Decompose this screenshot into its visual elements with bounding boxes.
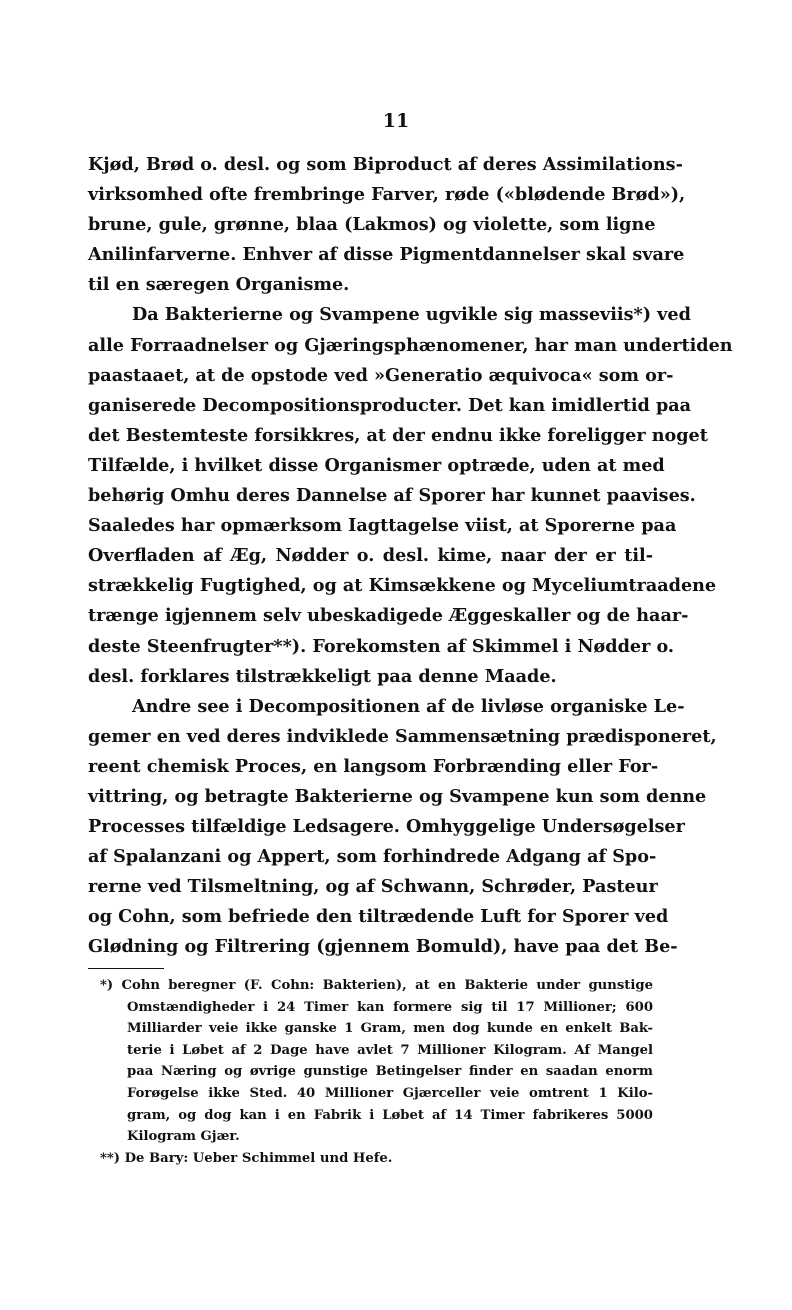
footnote-line: *) Cohn beregner (F. Cohn: Bakterien), at en Bakterie under gunstige xyxy=(100,978,653,993)
text-line: Glødning og Filtrering (gjennem Bomuld), have paa det Be- xyxy=(88,936,678,958)
text-line: alle Forraadnelser og Gjæringsphænomener, har man undertiden xyxy=(88,334,733,356)
footnote-rule xyxy=(88,968,164,969)
text-line: til en særegen Organisme. xyxy=(88,274,350,296)
text-line: det Bestemteste forsikkres, at der endnu ikke foreligger noget xyxy=(88,424,708,446)
footnote-line: Forøgelse ikke Sted. 40 Millioner Gjærceller veie omtrent 1 Kilo- xyxy=(127,1085,653,1101)
text-line: virksomhed ofte frembringe Farver, røde («blødende Brød»), xyxy=(88,184,686,206)
footnote-line: Milliarder veie ikke ganske 1 Gram, men dog kunde en enkelt Bak- xyxy=(127,1021,653,1037)
text-line: Processes tilfældige Ledsagere. Omhyggelige Undersøgelser xyxy=(88,816,685,838)
footnotes xyxy=(100,975,653,1169)
text-line: af Spalanzani og Appert, som forhindrede Adgang af Spo- xyxy=(88,846,657,868)
text-line: gemer en ved deres indviklede Sammensætning prædisponeret, xyxy=(88,725,717,747)
text-line: strækkelig Fugtighed, og at Kimsækkene og Myceliumtraadene xyxy=(88,575,717,597)
footnote-line: paa Næring og øvrige gunstige Betingelser finder en saadan enorm xyxy=(127,1064,653,1080)
text-line: reent chemisk Proces, en langsom Forbrænding eller For- xyxy=(88,755,659,777)
text-line: rerne ved Tilsmeltning, og af Schwann, Schrøder, Pasteur xyxy=(88,876,658,898)
text-line: Andre see i Decompositionen af de livløse organiske Le- xyxy=(132,695,685,717)
text-line: vittring, og betragte Bakterierne og Svampene kun som denne xyxy=(88,785,707,807)
text-line: trænge igjennem selv ubeskadigede Æggeskaller og de haar- xyxy=(88,605,689,627)
footnote-line: Omstændigheder i 24 Timer kan formere sig til 17 Millioner; 600 xyxy=(127,999,653,1015)
footnote-line: Kilogram Gjær. xyxy=(127,1129,240,1145)
footnote-line: terie i Løbet af 2 Dage have avlet 7 Millioner Kilogram. Af Mangel xyxy=(127,1042,653,1058)
text-line: brune, gule, grønne, blaa (Lakmos) og violette, som ligne xyxy=(88,214,656,236)
text-line: og Cohn, som befriede den tiltrædende Luft for Sporer ved xyxy=(88,906,669,928)
text-line: behørig Omhu deres Dannelse af Sporer har kunnet paavises. xyxy=(88,485,696,507)
footnote-line: **) De Bary: Ueber Schimmel und Hefe. xyxy=(100,1150,393,1166)
text-line: Saaledes har opmærksom Iagttagelse viist, at Sporerne paa xyxy=(88,515,677,537)
text-line: Kjød, Brød o. desl. og som Biproduct af deres Assimilations- xyxy=(88,154,683,175)
text-line: ganiserede Decompositionsproducter. Det kan imidlertid paa xyxy=(88,394,692,416)
text-line: paastaaet, at de opstode ved »Generatio æquivoca« som or- xyxy=(88,364,674,386)
page-number: 11 xyxy=(382,110,410,132)
text-line: deste Steenfrugter**). Forekomsten af Skimmel i Nødder o. xyxy=(88,635,675,657)
text-line: Overfladen af Æg, Nødder o. desl. kime, naar der er til- xyxy=(88,545,653,567)
text-line: Anilinfarverne. Enhver af disse Pigmentdannelser skal svare xyxy=(88,244,685,266)
body-text xyxy=(88,150,733,963)
text-line: Da Bakterierne og Svampene ugvikle sig masseviis*) ved xyxy=(132,304,691,326)
text-line: desl. forklares tilstrækkeligt paa denne Maade. xyxy=(88,665,557,687)
text-line: Tilfælde, i hvilket disse Organismer optræde, uden at med xyxy=(88,454,665,476)
footnote-line: gram, og dog kan i en Fabrik i Løbet af 14 Timer fabrikeres 5000 xyxy=(127,1107,653,1123)
